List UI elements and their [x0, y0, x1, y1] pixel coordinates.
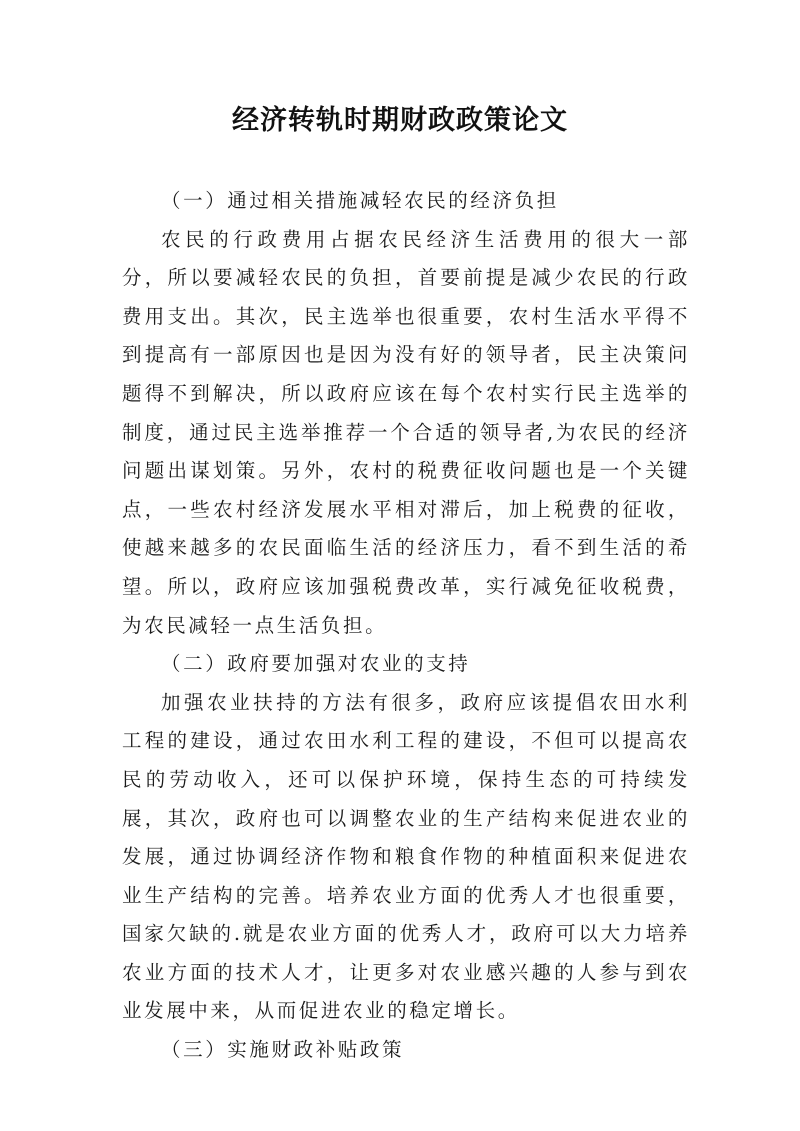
document-body: [122, 182, 690, 1070]
section-paragraph: 农民的行政费用占据农民经济生活费用的很大一部分，所以要减轻农民的负担，首要前提是减少农民的行政费用支出。其次，民主选举也很重要，农村生活水平得不到提高有一部原因也是因为没有好的领导者，民主决策问题得不到解决，所以政府应该在每个农村实行民主选举的制度，通过民主选举推荐一个合适的领导者,为农民的经济问题出谋划策。另外，农村的税费征收问题也是一个关键点，一些农村经济发展水平相对滞后，加上税费的征收，使越来越多的农民面临生活的经济压力，看不到生活的希望。所以，政府应该加强税费改革，实行减免征收税费，为农民减轻一点生活负担。: [122, 227, 690, 637]
section-paragraph: 加强农业扶持的方法有很多，政府应该提倡农田水利工程的建设，通过农田水利工程的建设，不但可以提高农民的劳动收入，还可以保护环境，保持生态的可持续发展，其次，政府也可以调整农业的生产结构来促进农业的发展，通过协调经济作物和粮食作物的种植面积来促进农业生产结构的完善。培养农业方面的优秀人才也很重要，国家欠缺的.就是农业方面的优秀人才，政府可以大力培养农业方面的技术人才，让更多对农业感兴趣的人参与到农业发展中来，从而促进农业的稳定增长。: [122, 690, 690, 1023]
section-heading: （一）通过相关措施减轻农民的经济负担: [161, 189, 559, 212]
document-title: 经济转轨时期财政政策论文: [232, 105, 568, 136]
section-heading: （二）政府要加强对农业的支持: [161, 652, 471, 676]
section-heading: （三）实施财政补贴政策: [161, 1038, 405, 1062]
